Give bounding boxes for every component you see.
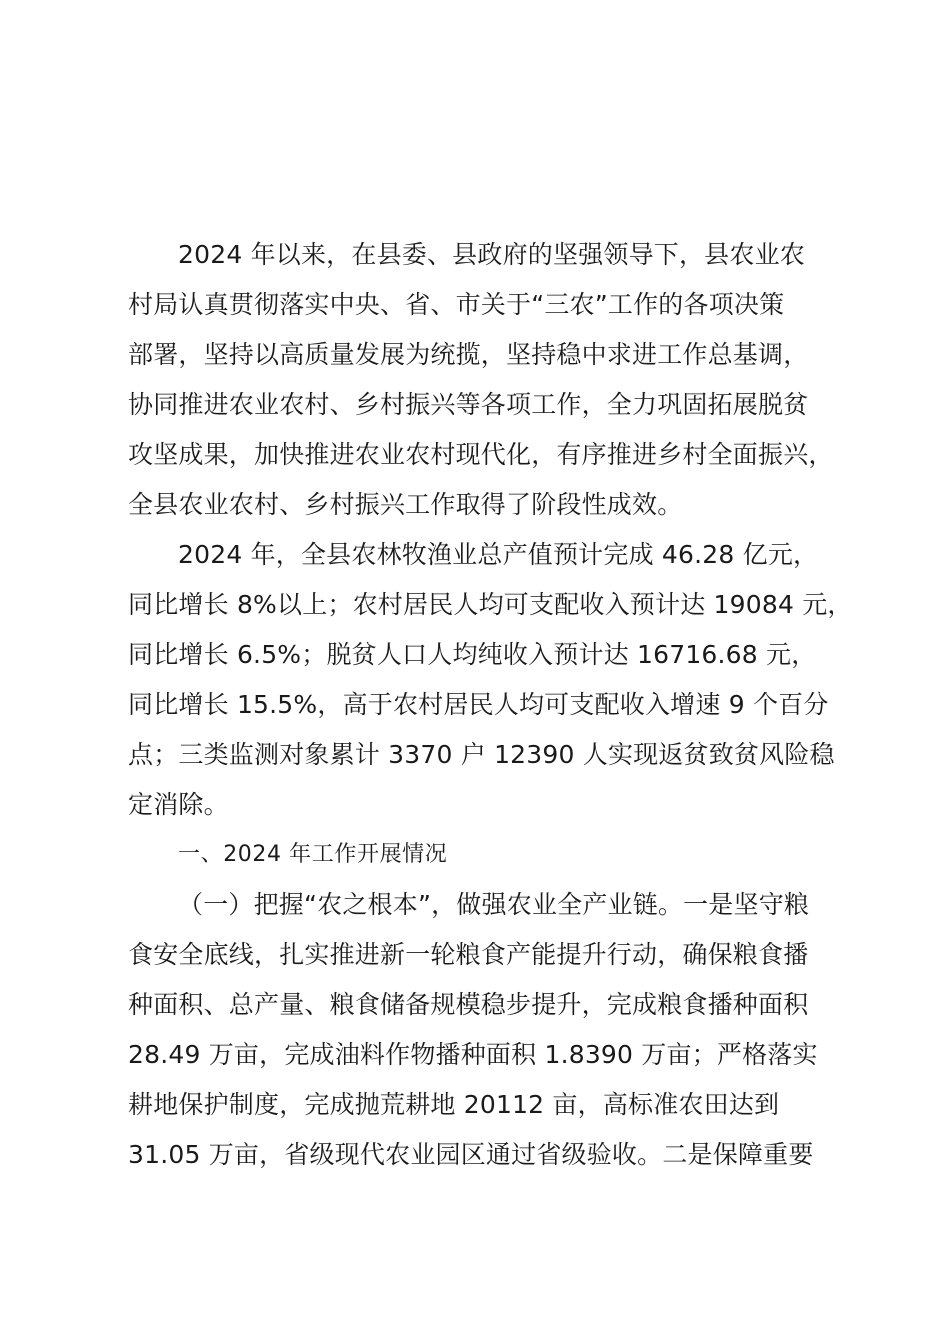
paragraph-3-line-1: （一）把握“农之根本”，做强农业全产业链。一是坚守粮 [178,890,810,919]
paragraph-2-line-6: 定消除。 [128,790,229,819]
paragraph-2-line-3: 同比增长 6.5%；脱贫人口人均纯收入预计达 16716.68 元， [128,640,817,669]
paragraph-3-line-6: 31.05 万亩，省级现代农业园区通过省级验收。二是保障重要 [128,1140,814,1169]
section-heading: 一、2024 年工作开展情况 [178,842,448,867]
paragraph-1-line-6: 全县农业农村、乡村振兴工作取得了阶段性成效。 [128,490,683,519]
paragraph-2-line-5: 点；三类监测对象累计 3370 户 12390 人实现返贫致贫风险稳 [128,740,835,769]
paragraph-1-line-1: 2024 年以来，在县委、县政府的坚强领导下，县农业农 [178,240,805,269]
paragraph-1-line-2: 村局认真贯彻落实中央、省、市关于“三农”工作的各项决策 [128,290,785,319]
paragraph-3-line-2: 食安全底线，扎实推进新一轮粮食产能提升行动，确保粮食播 [128,940,809,969]
paragraph-2-line-2: 同比增长 8%以上；农村居民人均可支配收入预计达 19084 元， [128,590,853,619]
paragraph-2-line-1: 2024 年，全县农林牧渔业总产值预计完成 46.28 亿元， [178,540,819,569]
paragraph-1-line-4: 协同推进农业农村、乡村振兴等各项工作，全力巩固拓展脱贫 [128,390,809,419]
paragraph-1-line-5: 攻坚成果，加快推进农业农村现代化，有序推进乡村全面振兴， [128,440,834,469]
paragraph-1-line-3: 部署，坚持以高质量发展为统揽，坚持稳中求进工作总基调， [128,340,809,369]
paragraph-3-line-3: 种面积、总产量、粮食储备规模稳步提升，完成粮食播种面积 [128,990,809,1019]
paragraph-3-line-5: 耕地保护制度，完成抛荒耕地 20112 亩，高标准农田达到 [128,1090,780,1119]
paragraph-3-line-4: 28.49 万亩，完成油料作物播种面积 1.8390 万亩；严格落实 [128,1040,818,1069]
paragraph-2-line-4: 同比增长 15.5%，高于农村居民人均可支配收入增速 9 个百分 [128,690,829,719]
